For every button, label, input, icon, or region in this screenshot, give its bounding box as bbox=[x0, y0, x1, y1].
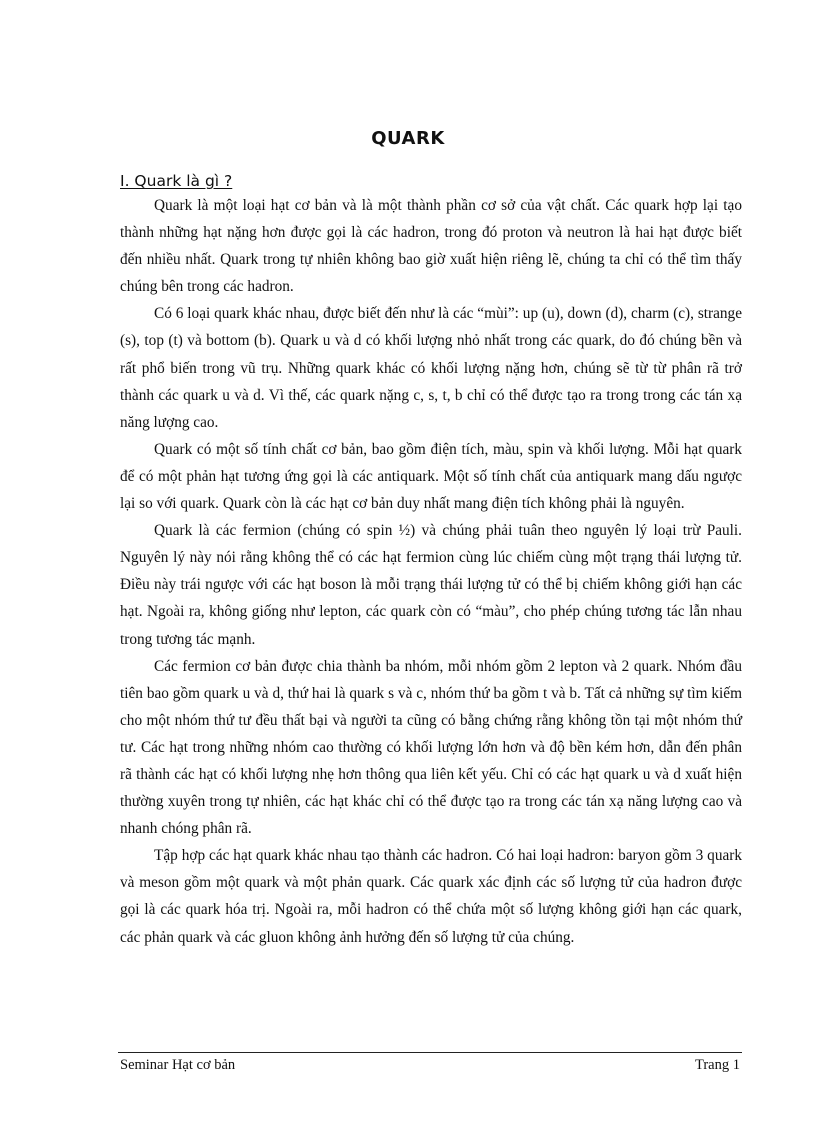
footer-course-title: Seminar Hạt cơ bản bbox=[120, 1057, 236, 1073]
footer-divider bbox=[118, 1052, 742, 1053]
document-body bbox=[120, 192, 742, 951]
paragraph: Có 6 loại quark khác nhau, được biết đến như là các “mùi”: up (u), down (d), charm (c), strange (s), top (t) và bottom (b). Quark u và d có khối lượng nhỏ nhất trong các quark, do đó chúng bền và rất phổ biến trong vũ trụ. Những quark khác có khối lượng nặng hơn, chúng sẽ từ từ phân rã trở thành các quark u và d. Vì thế, các quark nặng c, s, t, b chỉ có thể được tạo ra trong trong các tán xạ năng lượng cao. bbox=[120, 305, 742, 431]
paragraph: Quark là các fermion (chúng có spin ½) và chúng phải tuân theo nguyên lý loại trừ Pauli. Nguyên lý này nói rằng không thể có các hạt fermion cùng lúc chiếm cùng một trạng thái lượng tử. Điều này trái ngược với các hạt boson là mỗi trạng thái lượng tử có thể bị chiếm không giới hạn các hạt. Ngoài ra, không giống như lepton, các quark còn có “màu”, cho phép chúng tương tác lẫn nhau trong tương tác mạnh. bbox=[120, 522, 742, 648]
paragraph: Tập hợp các hạt quark khác nhau tạo thành các hadron. Có hai loại hadron: baryon gồm 3 quark và meson gồm một quark và một phản quark. Các quark xác định các số lượng tử của hadron được gọi là các quark hóa trị. Ngoài ra, mỗi hadron có thể chứa một số lượng không giới hạn các quark, các phản quark và các gluon không ảnh hưởng đến số lượng tử của chúng. bbox=[120, 847, 742, 946]
paragraph: Quark là một loại hạt cơ bản và là một thành phần cơ sở của vật chất. Các quark hợp lại tạo thành những hạt nặng hơn được gọi là các hadron, trong đó proton và neutron là hai hạt được biết đến nhiều nhất. Quark trong tự nhiên không bao giờ xuất hiện riêng lẽ, chúng ta chỉ có thể tìm thấy chúng bên trong các hadron. bbox=[120, 197, 742, 296]
paragraph: Các fermion cơ bản được chia thành ba nhóm, mỗi nhóm gồm 2 lepton và 2 quark. Nhóm đầu tiên bao gồm quark u và d, thứ hai là quark s và c, nhóm thứ ba gồm t và b. Tất cả những sự tìm kiếm cho một nhóm thứ tư đều thất bại và người ta cũng có bằng chứng rằng không tồn tại một nhóm thứ tư. Các hạt trong những nhóm cao thường có khối lượng lớn hơn và độ bền kém hơn, dẫn đến phân rã thành các hạt có khối lượng nhẹ hơn thông qua liên kết yếu. Chỉ có các hạt quark u và d xuất hiện thường xuyên trong tự nhiên, các hạt khác chỉ có thể được tạo ra trong các tán xạ năng lượng cao và nhanh chóng phân rã. bbox=[120, 657, 742, 838]
paragraph: Quark có một số tính chất cơ bản, bao gồm điện tích, màu, spin và khối lượng. Mỗi hạt quark để có một phản hạt tương ứng gọi là các antiquark. Một số tính chất của antiquark mang dấu ngược lại so với quark. Quark còn là các hạt cơ bản duy nhất mang điện tích không phải là nguyên. bbox=[120, 440, 742, 513]
section-heading: I. Quark là gì ? bbox=[120, 172, 233, 190]
page-title: QUARK bbox=[371, 128, 445, 149]
footer-page-number: Trang 1 bbox=[695, 1057, 740, 1073]
